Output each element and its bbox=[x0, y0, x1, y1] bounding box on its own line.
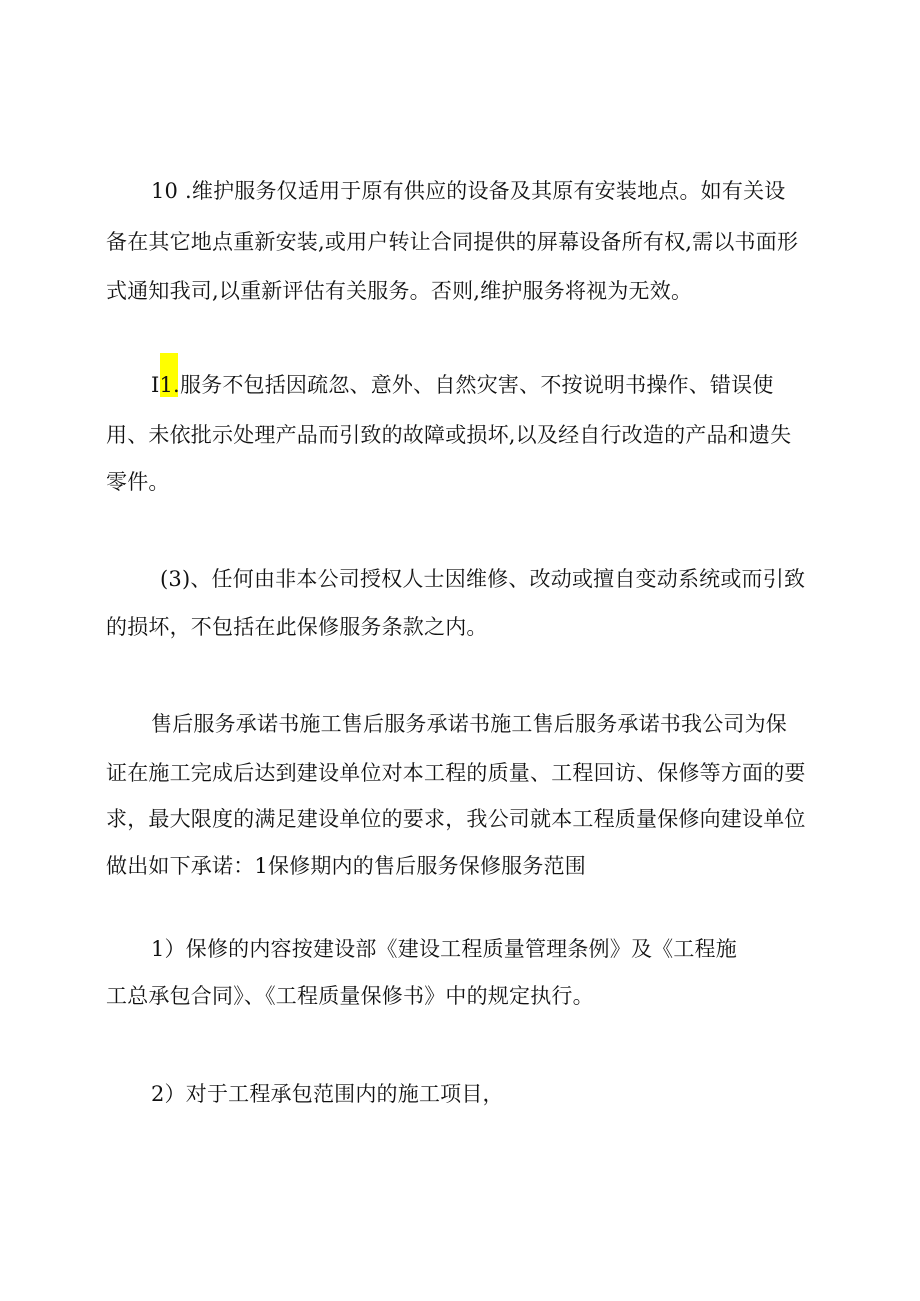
paragraph-11-line-2: 用、未依批示处理产品而引致的故障或损坏,以及经自行改造的产品和遗失 bbox=[106, 423, 792, 447]
paragraph-11-line-3: 零件。 bbox=[106, 470, 170, 494]
commitment-line-1: 售后服务承诺书施工售后服务承诺书施工售后服务承诺书我公司为保 bbox=[151, 712, 787, 736]
paragraph-11-marker bbox=[151, 373, 180, 397]
paragraph-3-line-2: 的损坏，不包括在此保修服务条款之内。 bbox=[106, 615, 488, 639]
commitment-line-2: 证在施工完成后达到建设单位对本工程的质量、工程回访、保修等方面的要 bbox=[106, 761, 806, 785]
paragraph-3-line-1: (3)、任何由非本公司授权人士因维修、改动或擅自变动系统或而引致 bbox=[160, 567, 806, 591]
item-1-line-1: 1）保修的内容按建设部《建设工程质量管理条例》及《工程施 bbox=[151, 937, 737, 961]
paragraph-10-line-1: 10 .维护服务仅适用于原有供应的设备及其原有安装地点。如有关设 bbox=[151, 179, 786, 203]
commitment-line-3: 求，最大限度的满足建设单位的要求，我公司就本工程质量保修向建设单位 bbox=[106, 807, 806, 831]
paragraph-11-line-1 bbox=[151, 372, 774, 398]
paragraph-11-marker-text: I1. bbox=[151, 373, 180, 397]
commitment-line-4: 做出如下承诺：1保修期内的售后服务保修服务范围 bbox=[106, 854, 586, 878]
paragraph-11-line-1-text: 服务不包括因疏忽、意外、自然灾害、不按说明书操作、错误使 bbox=[179, 373, 774, 397]
item-2-line-1: 2）对于工程承包范围内的施工项目， bbox=[151, 1082, 504, 1106]
item-1-line-2: 工总承包合同》、《工程质量保修书》中的规定执行。 bbox=[106, 984, 594, 1008]
paragraph-10-line-2: 备在其它地点重新安装,或用户转让合同提供的屏幕设备所有权,需以书面形 bbox=[106, 230, 799, 254]
paragraph-10-line-3: 式通知我司,以重新评估有关服务。否则,维护服务将视为无效。 bbox=[106, 279, 693, 303]
